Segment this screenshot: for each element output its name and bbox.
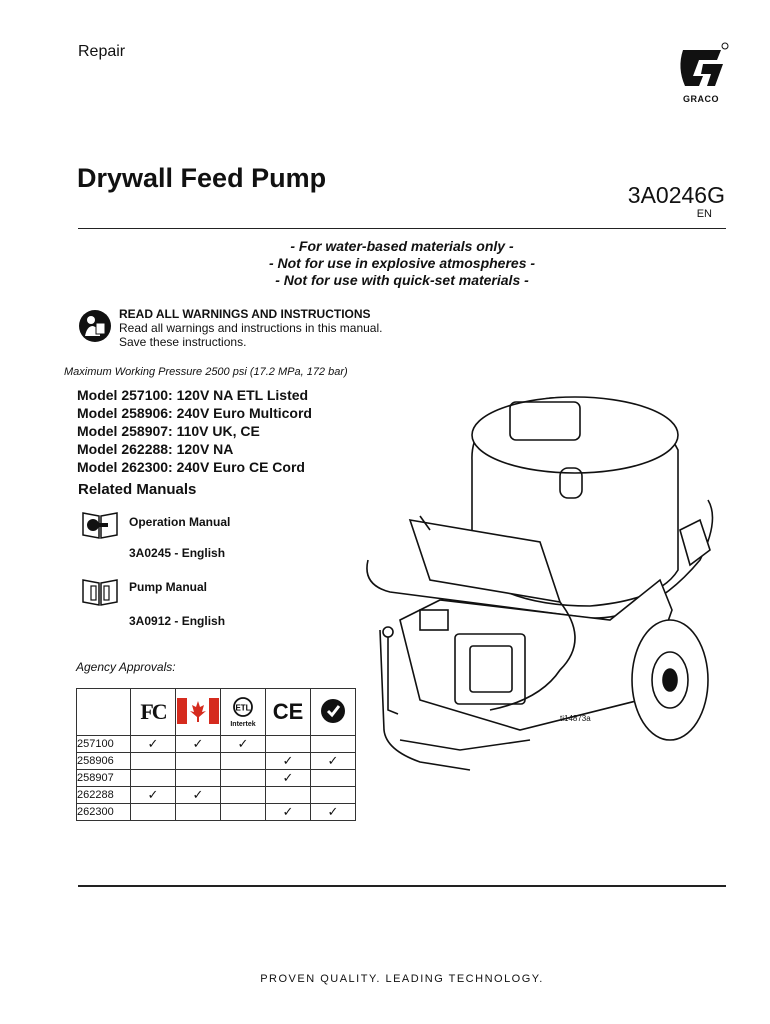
approval-cell <box>176 736 221 753</box>
related-manuals-heading: Related Manuals <box>78 481 197 498</box>
model-number-cell: 258907 <box>77 770 131 787</box>
manual-reference: 3A0245 - English <box>129 546 226 560</box>
model-number-cell: 262288 <box>77 787 131 804</box>
page-title: Drywall Feed Pump <box>77 163 327 193</box>
etl-mark-icon <box>228 696 258 718</box>
approval-cell <box>266 770 311 787</box>
figure-id: ti14873a <box>560 714 591 723</box>
ce-logo-text: CE <box>272 699 304 724</box>
document-number: 3A0246G <box>627 182 725 208</box>
warning-text: Save these instructions. <box>119 335 247 349</box>
language-code: EN <box>696 208 712 220</box>
model-number-cell: 262300 <box>77 804 131 821</box>
etl-intertek-logo <box>221 689 266 736</box>
approval-cell <box>311 804 356 821</box>
notice-line: - Not for use in explosive atmospheres - <box>268 255 536 271</box>
check-mark-icon: ✓ <box>327 753 339 768</box>
approval-cell <box>131 787 176 804</box>
table-row <box>77 770 356 787</box>
approvals-table <box>76 688 356 821</box>
table-row <box>77 804 356 821</box>
c-tick-icon <box>319 697 347 725</box>
check-mark-icon: ✓ <box>282 804 294 819</box>
approval-cell <box>221 770 266 787</box>
approval-cell <box>311 787 356 804</box>
fcc-logo <box>131 689 176 736</box>
approval-cell <box>176 770 221 787</box>
approval-cell <box>131 770 176 787</box>
approval-cell <box>176 804 221 821</box>
approval-cell <box>131 804 176 821</box>
approval-cell <box>311 736 356 753</box>
table-row <box>77 787 356 804</box>
doc-type-label: Repair <box>78 43 126 60</box>
check-mark-icon: ✓ <box>282 753 294 768</box>
approval-cell <box>221 736 266 753</box>
manual-title: Operation Manual <box>129 515 231 529</box>
ce-logo <box>266 689 311 736</box>
brand-wordmark: GRACO <box>683 94 719 104</box>
model-number-cell: 258906 <box>77 753 131 770</box>
canada-flag-logo <box>176 689 221 736</box>
approval-cell <box>266 736 311 753</box>
check-mark-icon: ✓ <box>192 736 204 751</box>
warning-heading: READ ALL WARNINGS AND INSTRUCTIONS <box>119 307 371 321</box>
table-row <box>77 736 356 753</box>
pump-book-icon <box>80 574 120 608</box>
table-row <box>77 753 356 770</box>
usage-notices <box>78 238 726 289</box>
canada-flag-icon <box>177 698 219 724</box>
pump-illustration <box>360 370 732 798</box>
check-mark-icon: ✓ <box>327 804 339 819</box>
check-mark-icon: ✓ <box>192 787 204 802</box>
approval-cell <box>221 804 266 821</box>
approvals-header-row <box>77 689 356 736</box>
manual-reference: 3A0912 - English <box>129 614 226 628</box>
approval-cell <box>176 787 221 804</box>
svg-text:ETL: ETL <box>235 703 251 713</box>
approval-cell <box>266 787 311 804</box>
intertek-text: Intertek <box>230 721 256 728</box>
approval-cell <box>131 736 176 753</box>
book-icon <box>80 507 120 541</box>
approval-cell <box>311 770 356 787</box>
model-item: Model 258907: 110V UK, CE <box>77 423 260 439</box>
approval-rows <box>77 736 356 821</box>
model-item: Model 257100: 120V NA ETL Listed <box>77 387 309 403</box>
max-pressure: Maximum Working Pressure 2500 psi (17.2 MPa, 172 bar) <box>64 366 348 378</box>
brand-tagline: PROVEN QUALITY. LEADING TECHNOLOGY. <box>260 973 544 985</box>
agency-approvals-label: Agency Approvals: <box>76 660 176 674</box>
header-divider <box>78 228 726 229</box>
model-item: Model 262300: 240V Euro CE Cord <box>77 459 305 475</box>
warning-text: Read all warnings and instructions in this manual. <box>119 321 383 335</box>
notice-line: - Not for use with quick-set materials - <box>275 272 529 288</box>
manual-title: Pump Manual <box>129 580 208 594</box>
model-number-cell: 257100 <box>77 736 131 753</box>
model-list <box>77 386 312 476</box>
approval-cell <box>131 753 176 770</box>
check-mark-icon: ✓ <box>147 787 159 802</box>
c-tick-logo <box>311 689 356 736</box>
check-mark-icon: ✓ <box>237 736 249 751</box>
model-item: Model 258906: 240V Euro Multicord <box>77 405 312 421</box>
empty-header-cell <box>77 689 131 736</box>
footer-divider <box>78 885 726 887</box>
approval-cell <box>221 753 266 770</box>
fcc-logo-text: FC <box>140 699 166 724</box>
model-item: Model 262288: 120V NA <box>77 441 234 457</box>
approval-cell <box>266 753 311 770</box>
check-mark-icon: ✓ <box>147 736 159 751</box>
approval-cell <box>221 787 266 804</box>
approval-cell <box>176 753 221 770</box>
approval-cell <box>266 804 311 821</box>
approval-cell <box>311 753 356 770</box>
notice-line: - For water-based materials only - <box>290 238 514 254</box>
read-manual-icon <box>78 309 112 343</box>
check-mark-icon: ✓ <box>282 770 294 785</box>
